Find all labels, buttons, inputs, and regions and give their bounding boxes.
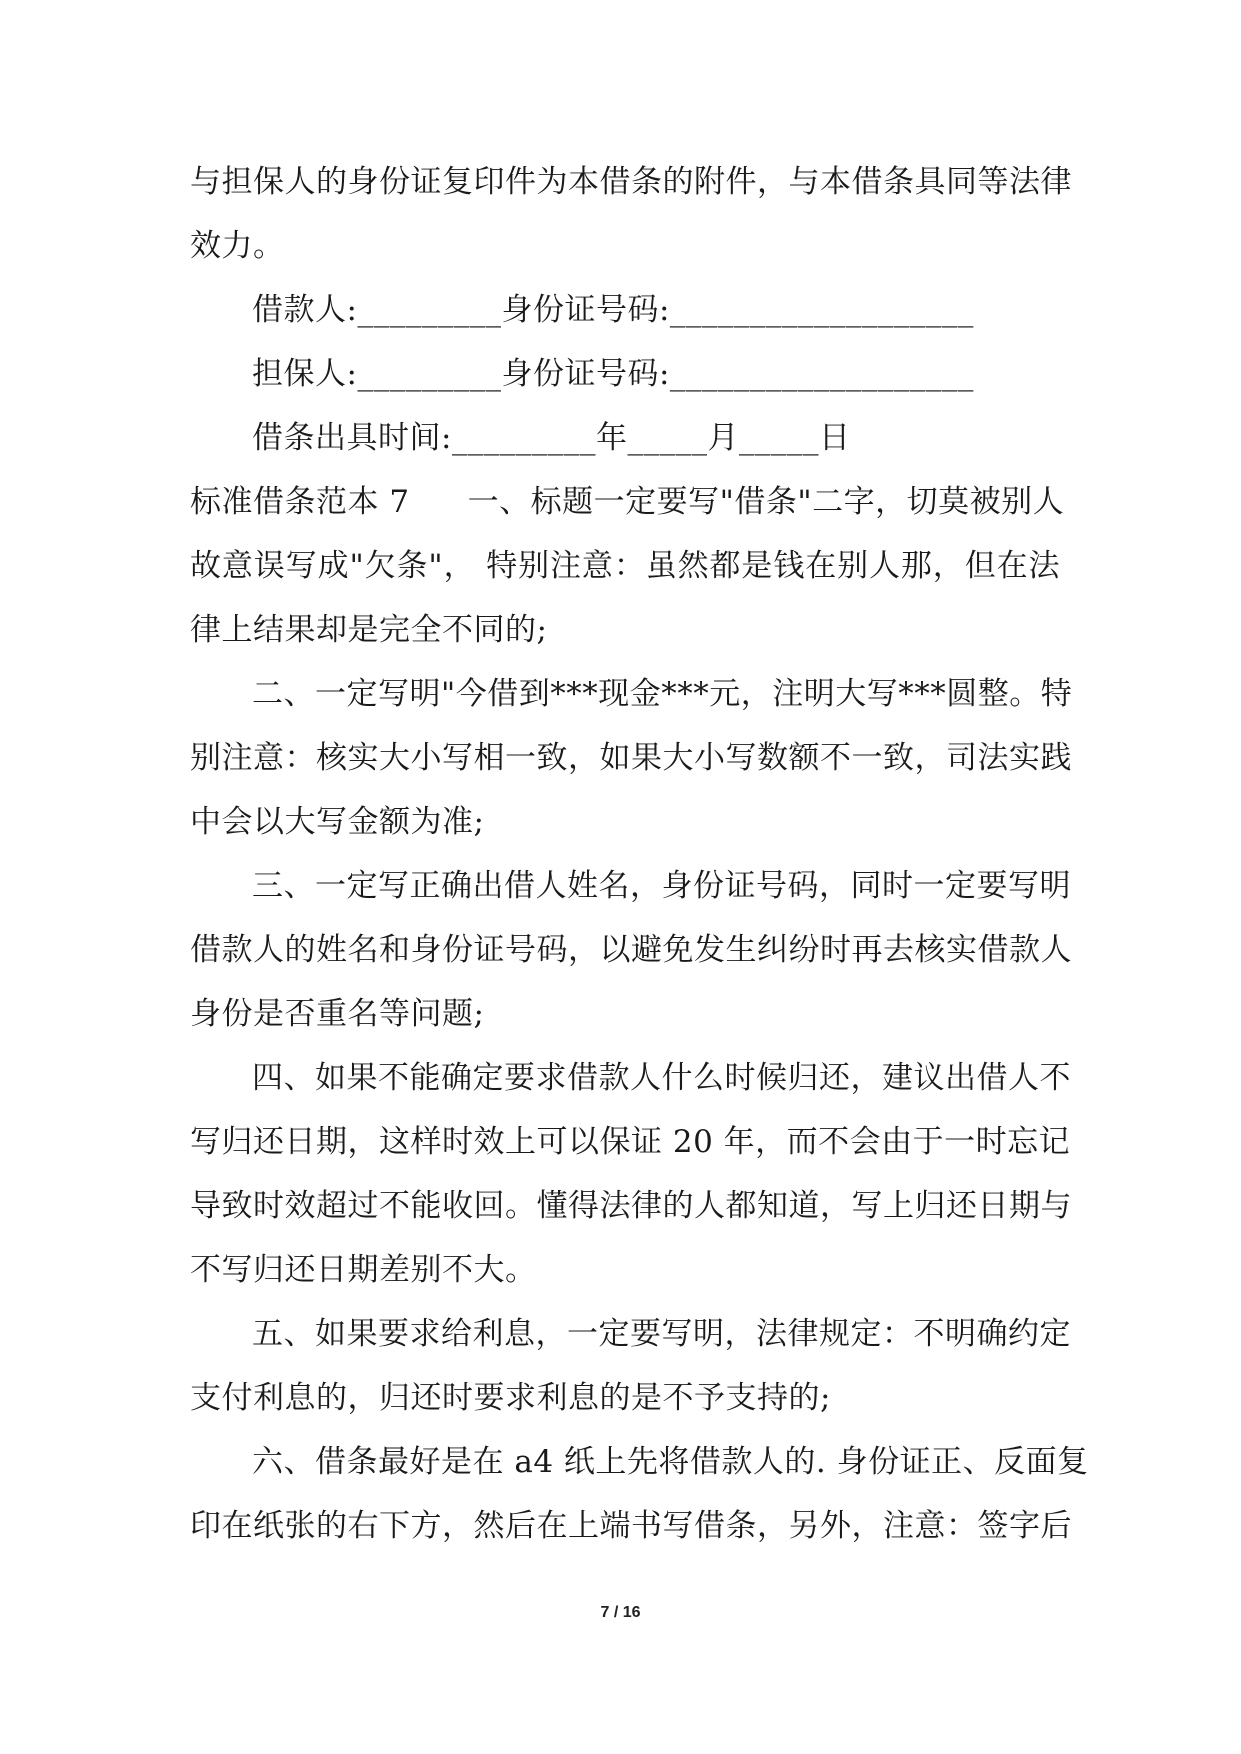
paragraph-line: 故意误写成"欠条"， 特别注意：虽然都是钱在别人那，但在法 <box>190 548 1060 584</box>
section-heading-line <box>190 470 1065 534</box>
paragraph-line: 印在纸张的右下方，然后在上端书写借条，另外，注意：签字后 <box>190 1508 1072 1544</box>
borrower-field-line: 借款人:_________身份证号码:___________________ <box>252 292 974 328</box>
section-heading: 标准借条范本 7 <box>190 484 410 520</box>
paragraph-line: 别注意：核实大小写相一致，如果大小写数额不一致，司法实践 <box>190 740 1072 776</box>
paragraph-text: 一、标题一定要写"借条"二字，切莫被别人 <box>467 484 1065 520</box>
paragraph-line: 五、如果要求给利息，一定要写明，法律规定：不明确约定 <box>252 1316 1071 1352</box>
document-body <box>190 150 1089 1558</box>
paragraph-line: 效力。 <box>190 228 285 264</box>
paragraph-line: 中会以大写金额为准; <box>190 804 485 840</box>
paragraph-line: 借款人的姓名和身份证号码，以避免发生纠纷时再去核实借款人 <box>190 932 1072 968</box>
issue-date-field-line: 借条出具时间:_________年_____月_____日 <box>252 420 851 456</box>
paragraph-line: 不写归还日期差别不大。 <box>190 1252 537 1288</box>
paragraph-line: 三、一定写正确出借人姓名，身份证号码，同时一定要写明 <box>252 868 1071 904</box>
paragraph-line: 写归还日期，这样时效上可以保证 20 年，而不会由于一时忘记 <box>190 1124 1071 1160</box>
paragraph-line: 六、借条最好是在 a4 纸上先将借款人的. 身份证正、反面复 <box>252 1444 1089 1480</box>
paragraph-line: 导致时效超过不能收回。懂得法律的人都知道，写上归还日期与 <box>190 1188 1072 1224</box>
page-number: 7 / 16 <box>600 1604 641 1621</box>
paragraph-line: 身份是否重名等问题; <box>190 996 485 1032</box>
paragraph-line: 二、一定写明"今借到***现金***元，注明大写***圆整。特 <box>252 676 1073 712</box>
guarantor-field-line: 担保人:_________身份证号码:___________________ <box>252 356 974 392</box>
paragraph-line: 与担保人的身份证复印件为本借条的附件，与本借条具同等法律 <box>190 164 1072 200</box>
paragraph-line: 支付利息的，归还时要求利息的是不予支持的; <box>190 1380 831 1416</box>
paragraph-line: 律上结果却是完全不同的; <box>190 612 548 648</box>
paragraph-line: 四、如果不能确定要求借款人什么时候归还，建议出借人不 <box>252 1060 1071 1096</box>
